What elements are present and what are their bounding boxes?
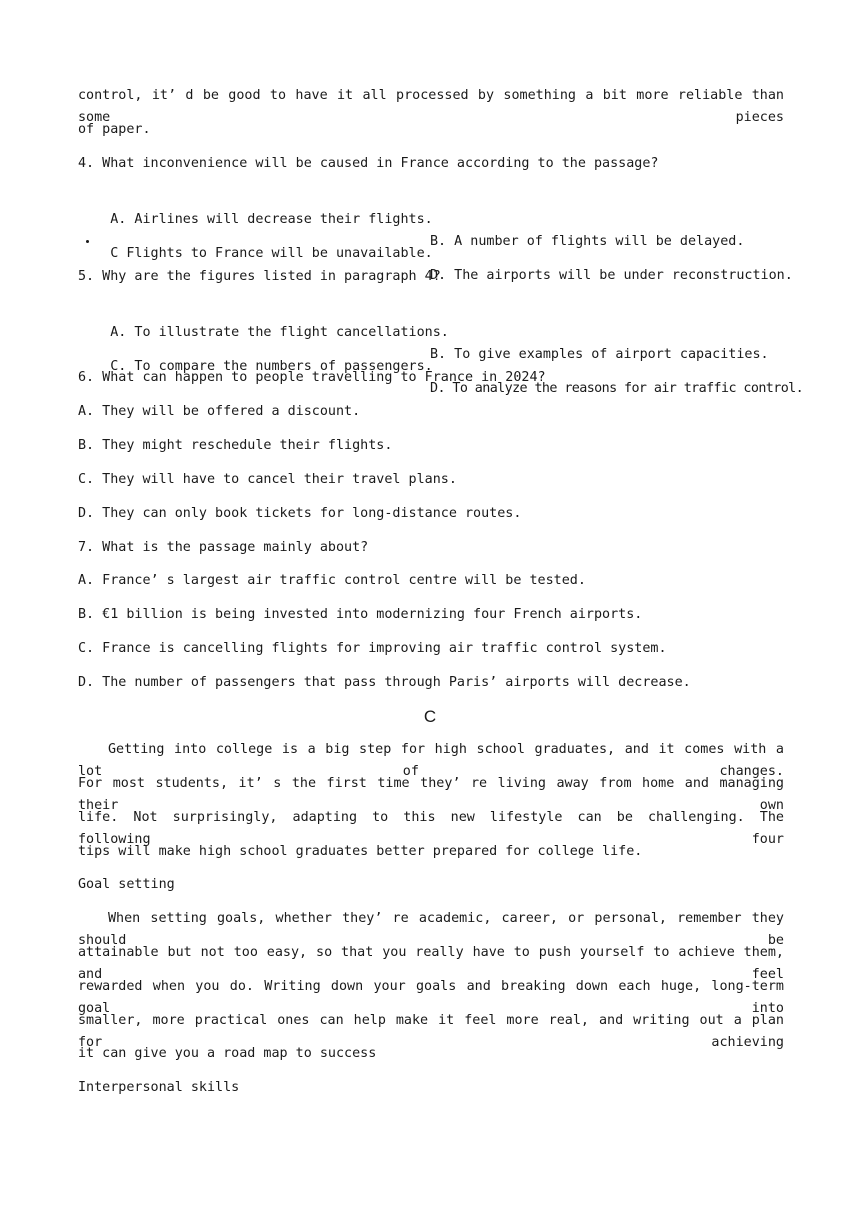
- option-d: D. They can only book tickets for long-distance routes.: [78, 506, 522, 521]
- subheading: Goal setting: [78, 877, 175, 892]
- paragraph-line: attainable but not too easy, so that you really have to push yourself to achieve them, and feel: [78, 945, 784, 982]
- option-b: B. €1 billion is being invested into modernizing four French airports.: [78, 607, 643, 622]
- option-d: D. To analyze the reasons for air traffic control.: [430, 381, 804, 396]
- option-a: A. They will be offered a discount.: [78, 404, 361, 419]
- option-d: D. The airports will be under reconstruction.: [430, 268, 793, 283]
- subheading: Interpersonal skills: [78, 1080, 240, 1095]
- option-c: C. France is cancelling flights for improving air traffic control system.: [78, 641, 667, 656]
- paragraph-line: tips will make high school graduates better prepared for college life.: [78, 844, 643, 859]
- option-c: C. They will have to cancel their travel plans.: [78, 472, 457, 487]
- paragraph-line: smaller, more practical ones can help make it feel more real, and writing out a plan for achieving: [78, 1013, 784, 1050]
- section-title: C: [423, 707, 437, 726]
- question-5-options-row1: [78, 300, 784, 362]
- passage-line: of paper.: [78, 122, 151, 137]
- option-b: B. They might reschedule their flights.: [78, 438, 393, 453]
- question-5: 5. Why are the figures listed in paragraph 4?: [78, 269, 441, 284]
- paragraph-line: it can give you a road map to success: [78, 1046, 377, 1061]
- option-b: B. A number of flights will be delayed.: [430, 234, 745, 249]
- option-d: D. The number of passengers that pass through Paris’ airports will decrease.: [78, 675, 691, 690]
- question-6: 6. What can happen to people travelling to France in 2024?: [78, 370, 546, 385]
- question-4: 4. What inconvenience will be caused in France according to the passage?: [78, 156, 659, 171]
- option-c: C. To compare the numbers of passengers.: [110, 359, 433, 374]
- option-a: A. Airlines will decrease their flights.: [110, 212, 433, 227]
- paragraph-line: life. Not surprisingly, adapting to this new lifestyle can be challenging. The following four: [78, 810, 784, 847]
- paragraph-line: Getting into college is a big step for high school graduates, and it comes with a lot of changes.: [78, 742, 784, 779]
- paragraph-line: When setting goals, whether they’ re academic, career, or personal, remember they should be: [78, 911, 784, 948]
- option-a: A. To illustrate the flight cancellations.: [110, 325, 449, 340]
- paragraph-line: rewarded when you do. Writing down your goals and breaking down each huge, long-term goal into: [78, 979, 784, 1016]
- question-4-options-row1: [78, 187, 784, 249]
- paragraph-line: For most students, it’ s the first time they’ re living away from home and managing their own: [78, 776, 784, 813]
- option-c: C Flights to France will be unavailable.: [110, 246, 433, 261]
- option-a: A. France’ s largest air traffic control centre will be tested.: [78, 573, 586, 588]
- question-7: 7. What is the passage mainly about?: [78, 540, 369, 555]
- option-b: B. To give examples of airport capacities.: [430, 347, 769, 362]
- passage-line: control, it’ d be good to have it all processed by something a bit more reliable than some pieces: [78, 88, 784, 125]
- stray-dot-mark: [86, 240, 89, 243]
